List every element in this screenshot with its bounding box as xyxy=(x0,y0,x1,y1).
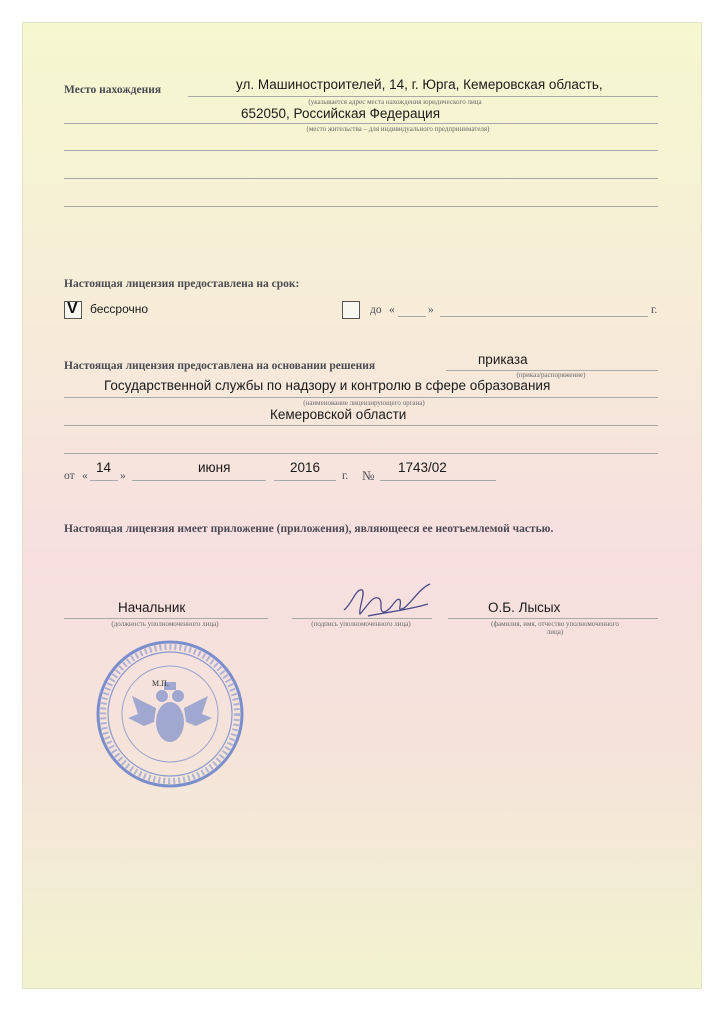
blank-rule xyxy=(64,453,658,454)
signature-scribble xyxy=(338,582,438,622)
check-mark: V xyxy=(67,300,78,317)
until-year-suffix: г. xyxy=(651,304,658,316)
address-line-1-rule xyxy=(188,96,658,97)
signer-name-rule xyxy=(448,618,658,619)
term-label: Настоящая лицензия предоставлена на срок: xyxy=(64,278,300,290)
address-caption-1: (указывается адрес места нахождения юридического лица xyxy=(308,98,482,106)
address-label: Место нахождения xyxy=(64,84,162,96)
signature-rule xyxy=(292,618,432,619)
blank-rule xyxy=(64,206,658,207)
date-quote-open: « xyxy=(82,470,88,482)
date-year-rule xyxy=(274,480,336,481)
seal-mark: М.П. xyxy=(152,679,169,688)
date-year-suffix: г. xyxy=(342,470,349,482)
decision-number: 1743/02 xyxy=(398,460,447,475)
authority-line-2-rule xyxy=(64,425,658,426)
date-year: 2016 xyxy=(290,460,321,475)
signer-position-rule xyxy=(64,618,268,619)
authority-line-1: Государственной службы по надзору и контролю в сфере образования xyxy=(104,378,551,393)
until-quote-close: » xyxy=(428,304,434,316)
decision-number-rule xyxy=(380,480,496,481)
appendix-note: Настоящая лицензия имеет приложение (приложения), являющееся ее неотъемлемой частью. xyxy=(64,523,554,535)
date-quote-close: » xyxy=(120,470,126,482)
until-day-rule xyxy=(398,316,426,317)
unlimited-label: бессрочно xyxy=(90,302,149,316)
signer-position: Начальник xyxy=(118,600,186,615)
address-line-2-rule xyxy=(64,123,658,124)
date-month: июня xyxy=(198,460,231,475)
basis-label: Настоящая лицензия предоставлена на основании решения xyxy=(64,360,376,372)
address-line-2: 652050, Российская Федерация xyxy=(241,106,441,121)
signer-name: О.Б. Лысых xyxy=(488,600,561,615)
date-day: 14 xyxy=(96,460,112,475)
signer-name-caption: (фамилия, имя, отчество уполномоченного лица) xyxy=(491,620,619,636)
until-quote-open: « xyxy=(389,304,395,316)
address-line-1: ул. Машиностроителей, 14, г. Юрга, Кемеровская область, xyxy=(236,77,603,92)
signer-position-caption: (должность уполномоченного лица) xyxy=(111,620,219,628)
blank-rule xyxy=(64,150,658,151)
until-label: до xyxy=(370,304,382,316)
license-sheet xyxy=(22,22,702,989)
authority-caption: (наименование лицензирующего органа) xyxy=(303,399,425,407)
blank-rule xyxy=(64,178,658,179)
date-month-rule xyxy=(132,480,266,481)
authority-line-2: Кемеровской области xyxy=(270,407,407,422)
date-day-rule xyxy=(90,480,118,481)
official-seal xyxy=(94,638,246,790)
basis-doc-type-caption: (приказ/распоряжение) xyxy=(516,371,586,379)
unlimited-checkbox xyxy=(64,301,82,319)
date-from-label: от xyxy=(64,470,75,482)
signature-caption: (подпись уполномоченного лица) xyxy=(311,620,411,628)
number-sign: № xyxy=(362,468,375,483)
authority-line-1-rule xyxy=(64,397,658,398)
address-caption-2: (место жительства – для индивидуального предпринимателя) xyxy=(306,125,490,133)
basis-doc-type: приказа xyxy=(478,352,528,367)
until-date-rule xyxy=(440,316,648,317)
until-checkbox xyxy=(342,301,360,319)
